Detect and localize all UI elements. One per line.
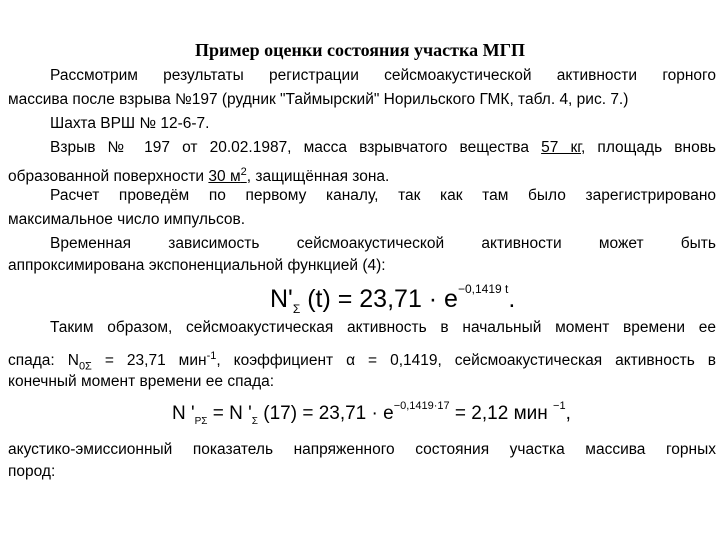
f2-arg: (17) = 23,71 · e [257,403,394,424]
formula-tail: . [508,285,516,313]
surface-text: образованной поверхности [8,168,209,186]
result-line-1: Таким образом, сейсмоакустическая активность в начальный момент времени ее [50,319,716,336]
formula-lhs: N' [270,285,293,313]
explosion-text-tail: , площадь вновь [581,139,716,156]
formula-body: (t) = 23,71 · e [300,285,458,313]
f2-tail: , [565,403,571,424]
page-title: Пример оценки состояния участка МГП [194,40,526,60]
f2-lhs-sub: PΣ [194,415,208,427]
surface-area-power: 2 [240,166,247,178]
activity-formula [270,282,515,316]
f2-lhs: N ' [172,403,195,424]
dependence-line-1: Временная зависимость сейсмоакустической активности может быть [50,235,716,252]
mine-shaft-line: Шахта ВРШ № 12-6-7. [50,115,210,132]
channel-line-1: Расчет проведём по первому каналу, так как там было зарегистрировано [50,187,716,204]
f2-mid: = N ' [207,403,252,424]
f2-result: = 2,12 мин [449,403,554,424]
result-text-b: = 23,71 мин [91,352,207,370]
paragraph-1-line-2: массива после взрыва №197 (рудник "Таймырский" Норильского ГМК, табл. 4, рис. 7.) [8,91,629,108]
f2-exponent: −0,1419·17 [393,400,450,412]
result-text-a: спада: N [8,352,79,370]
explosion-line-1 [50,138,716,158]
result-line-3: конечный момент времени ее спада: [8,373,275,390]
indicator-line-2: пород: [8,463,56,480]
formula-lhs-sub: Σ [292,302,301,316]
formula-exponent: −0,1419 t [457,282,509,296]
paragraph-1-line-1: Рассмотрим результаты регистрации сейсмоакустической активности горного [50,67,716,84]
explosion-line-2 [8,162,389,187]
f2-mid-sub: Σ [251,415,258,427]
dependence-line-2: аппроксимирована экспоненциальной функцией (4): [8,257,386,274]
explosion-text: Взрыв № 197 от 20.02.1987, масса взрывчатого вещества [50,139,542,156]
result-sub: 0Σ [78,360,92,373]
final-activity-formula [172,400,571,427]
result-text-c: , коэффициент α = 0,1419, сейсмоакустическая активность в [216,352,716,370]
surface-text-tail: , защищённая зона. [246,168,390,186]
channel-line-2: максимальное число импульсов. [8,211,246,228]
f2-unit-exponent: −1 [553,400,566,412]
explosive-mass: 57 кг [541,139,581,156]
indicator-line-1: акустико-эмиссионный показатель напряженного состояния участка массива горных [8,441,716,458]
surface-area-value: 30 м [208,168,241,186]
surface-area [208,168,246,185]
result-sup: -1 [206,350,217,362]
